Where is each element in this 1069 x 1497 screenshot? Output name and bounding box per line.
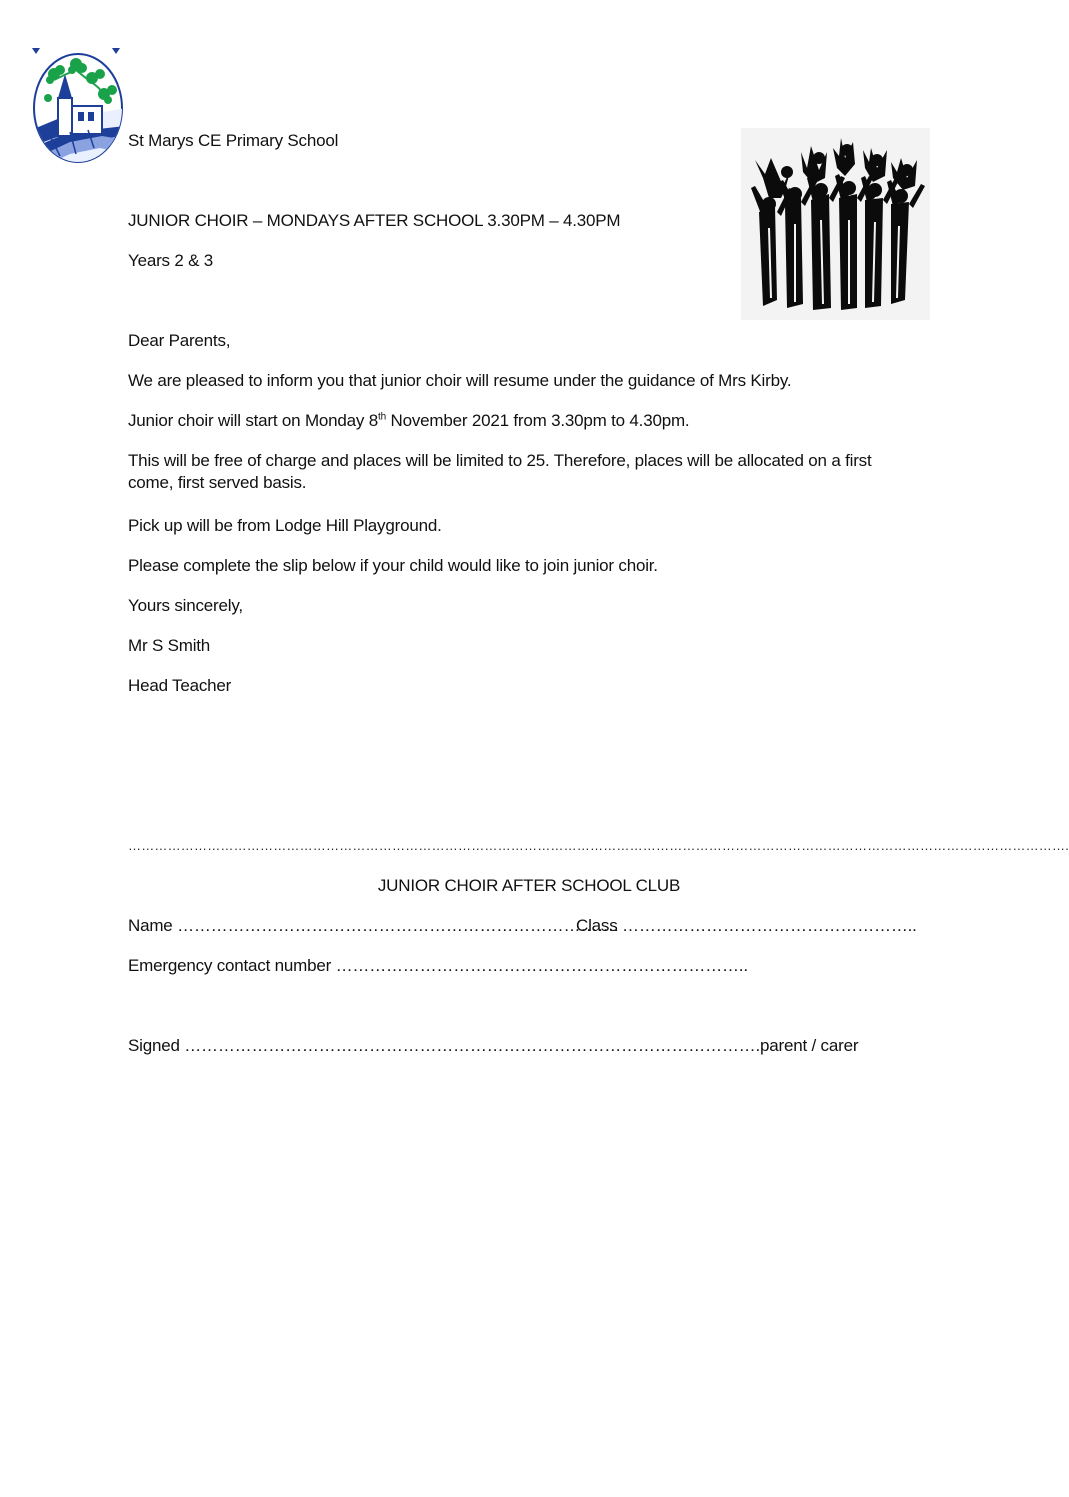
- school-crest-icon: [30, 44, 126, 166]
- emergency-contact-field[interactable]: Emergency contact number ………………………………………………………………..: [128, 956, 748, 975]
- paragraph-places: This will be free of charge and places will be limited to 25. Therefore, places will be allocated on a first come, first served basis.: [128, 451, 872, 492]
- start-date-text: Junior choir will start on Monday 8: [128, 411, 379, 430]
- signatory-role: Head Teacher: [128, 676, 232, 695]
- slip-title: JUNIOR CHOIR AFTER SCHOOL CLUB: [377, 876, 681, 895]
- salutation: Dear Parents,: [128, 331, 231, 350]
- signature-field[interactable]: Signed ………………………………………………………………………………………….parent / carer: [128, 1036, 859, 1055]
- choir-heading: JUNIOR CHOIR – MONDAYS AFTER SCHOOL 3.30PM – 4.30PM: [128, 211, 621, 230]
- paragraph-start-date: [128, 410, 689, 432]
- choir-silhouette-icon: [741, 128, 930, 320]
- ordinal-suffix: th: [378, 411, 386, 423]
- school-logo: [30, 44, 126, 166]
- closing: Yours sincerely,: [128, 596, 243, 615]
- school-name: St Marys CE Primary School: [128, 131, 339, 150]
- class-field[interactable]: Class ……………………………………………..: [576, 916, 917, 935]
- name-field[interactable]: Name …………………………………………………………………….: [128, 916, 619, 935]
- paragraph-slip-request: Please complete the slip below if your child would like to join junior choir.: [128, 556, 658, 575]
- start-date-text-rest: November 2021 from 3.30pm to 4.30pm.: [385, 411, 690, 430]
- years-line: Years 2 & 3: [128, 251, 214, 270]
- paragraph-resume: We are pleased to inform you that junior choir will resume under the guidance of Mrs Kirby.: [128, 371, 792, 390]
- signatory-name: Mr S Smith: [128, 636, 211, 655]
- paragraph-pickup: Pick up will be from Lodge Hill Playground.: [128, 516, 442, 535]
- choir-image: [741, 128, 930, 320]
- cut-line: …………………………………………………………………………………………………………………………………………………………………………………………….: [128, 838, 1069, 853]
